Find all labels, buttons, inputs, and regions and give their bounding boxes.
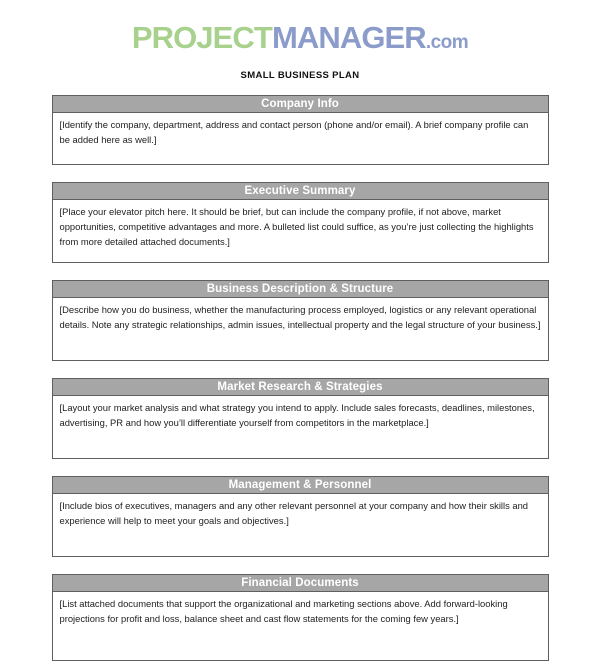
- section-body[interactable]: [Describe how you do business, whether the manufacturing process employed, logistics or any relevant operational details. Note any strategic relationships, admin issues, intellectual property and the legal structure of your business.]: [59, 304, 541, 330]
- section-heading: Financial Documents: [53, 575, 548, 592]
- section-gap: [52, 263, 549, 280]
- section-gap: [52, 459, 549, 476]
- section-body[interactable]: [Identify the company, department, address and contact person (phone and/or email). A brief company profile can be added here as well.]: [59, 119, 529, 145]
- brand-logo-text: [132, 22, 468, 53]
- page-title: SMALL BUSINESS PLAN: [240, 70, 360, 81]
- section-gap: [52, 165, 549, 182]
- section-executive-summary: [52, 182, 549, 263]
- brand-word-project: PROJECT: [131, 20, 272, 55]
- section-gap: [52, 557, 549, 574]
- section-market-research: [52, 378, 549, 459]
- brand-word-manager: MANAGER: [271, 20, 426, 55]
- section-gap: [52, 361, 549, 378]
- section-body[interactable]: [List attached documents that support the organizational and marketing sections above. Add forward-looking projections for profit and loss, balance sheet and cast flow statements for the coming few years.]: [59, 598, 508, 624]
- section-business-description: [52, 280, 549, 361]
- section-heading: Executive Summary: [53, 183, 548, 200]
- brand-logo: [0, 0, 600, 62]
- plan-table: [52, 95, 549, 661]
- brand-word-dotcom: .com: [425, 32, 469, 53]
- section-body[interactable]: [Place your elevator pitch here. It should be brief, but can include the company profile, if not above, market opportunities, competitive advantages and more. A bulleted list could suffice, as you’re just collecting the highlights from more detailed attached documents.]: [59, 206, 534, 247]
- section-heading: Company Info: [53, 96, 548, 113]
- section-heading: Market Research & Strategies: [53, 379, 548, 396]
- section-management-personnel: [52, 476, 549, 557]
- section-heading: Management & Personnel: [53, 477, 548, 494]
- section-heading: Business Description & Structure: [53, 281, 548, 298]
- section-company-info: [52, 95, 549, 165]
- section-financial-documents: [52, 574, 549, 661]
- section-body[interactable]: [Layout your market analysis and what strategy you intend to apply. Include sales forecasts, deadlines, milestones, advertising, PR and how you’ll differentiate yourself from competitors in the marketplace.]: [59, 402, 535, 428]
- section-body[interactable]: [Include bios of executives, managers and any other relevant personnel at your company and how their skills and experience will help to meet your goals and objectives.]: [59, 500, 528, 526]
